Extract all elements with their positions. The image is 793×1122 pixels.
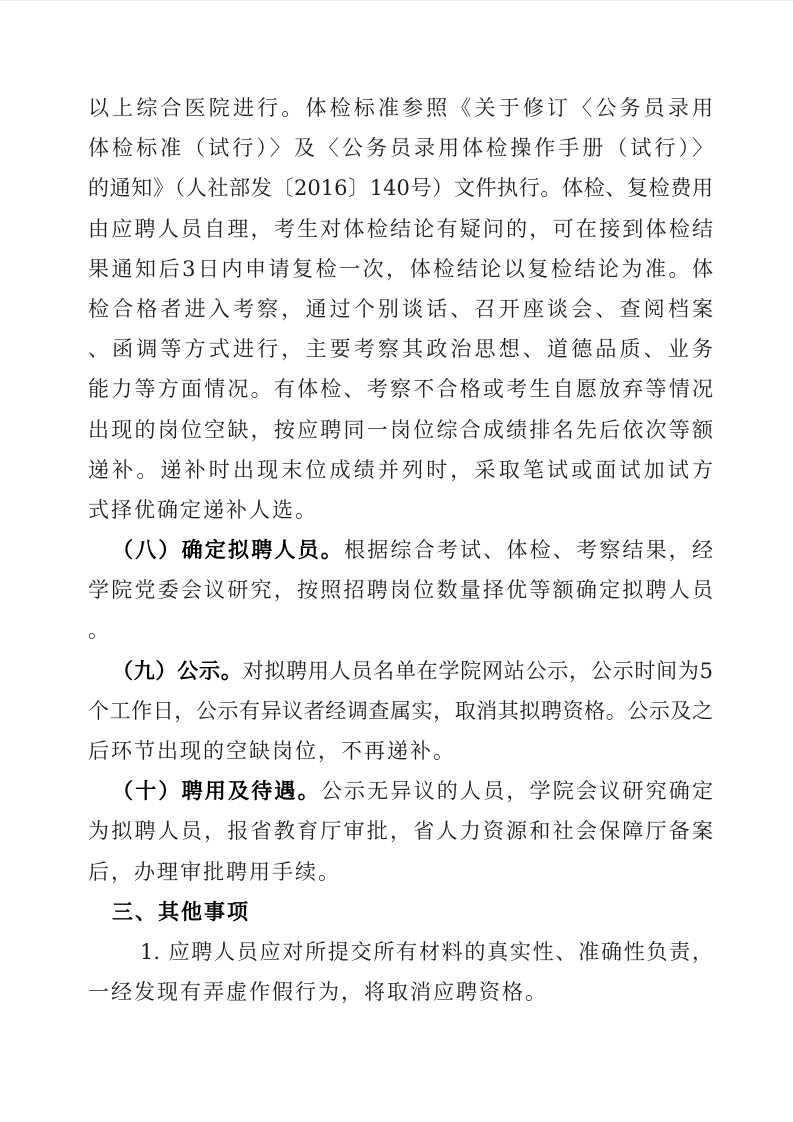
- doc-line: 出现的岗位空缺，按应聘同一岗位综合成绩排名先后依次等额: [88, 417, 713, 442]
- doc-line: 为拟聘人员，报省教育厅审批，省人力资源和社会保障厅备案: [88, 819, 713, 844]
- section-heading-9: （九）公示。: [112, 657, 243, 683]
- doc-line: 后，办理审批聘用手续。: [88, 859, 341, 884]
- doc-line: [88, 771, 713, 811]
- doc-line: 体检标准（试行）〉及〈公务员录用体检操作手册（试行）〉: [88, 136, 713, 161]
- doc-line: 果通知后3日内申请复检一次，体检结论以复检结论为准。体: [88, 256, 713, 281]
- doc-line: 能力等方面情况。有体检、考察不合格或考生自愿放弃等情况: [88, 377, 713, 402]
- doc-line-text: 根据综合考试、体检、考察结果，经: [344, 538, 713, 563]
- doc-line: 1. 应聘人员应对所提交所有材料的真实性、准确性负责，: [140, 939, 713, 964]
- doc-line: 。: [88, 618, 111, 643]
- doc-line: 检合格者进入考察，通过个别谈话、召开座谈会、查阅档案: [88, 296, 713, 321]
- doc-line: [88, 530, 713, 570]
- doc-line: 、函调等方式进行，主要考察其政治思想、道德品质、业务: [88, 337, 713, 362]
- doc-line: 的通知》（人社部发〔2016〕140号）文件执行。体检、复检费用: [88, 176, 713, 201]
- doc-line: 由应聘人员自理，考生对体检结论有疑问的，可在接到体检结: [88, 216, 713, 241]
- doc-line: 递补。递补时出现末位成绩并列时，采取笔试或面试加试方: [88, 457, 713, 482]
- doc-line: 式择优确定递补人选。: [88, 497, 318, 522]
- section-heading-8: （八）确定拟聘人员。: [112, 537, 344, 563]
- doc-line: 以上综合医院进行。体检标准参照《关于修订〈公务员录用: [88, 96, 713, 120]
- doc-line-text: 对拟聘用人员名单在学院网站公示，公示时间为5: [242, 658, 714, 683]
- section-heading-other: 三、其他事项: [112, 898, 250, 924]
- doc-line: 后环节出现的空缺岗位，不再递补。: [88, 739, 456, 763]
- doc-line: [88, 892, 713, 932]
- doc-line: 个工作日，公示有异议者经调查属实，取消其拟聘资格。公示及之: [88, 698, 713, 723]
- doc-line: 一经发现有弄虚作假行为，将取消应聘资格。: [88, 980, 548, 1005]
- doc-line-text: 公示无异议的人员，学院会议研究确定: [320, 779, 714, 804]
- doc-line: [88, 651, 713, 691]
- section-heading-10: （十）聘用及待遇。: [112, 778, 321, 804]
- doc-line: 学院党委会议研究，按照招聘岗位数量择优等额确定拟聘人员: [88, 578, 713, 603]
